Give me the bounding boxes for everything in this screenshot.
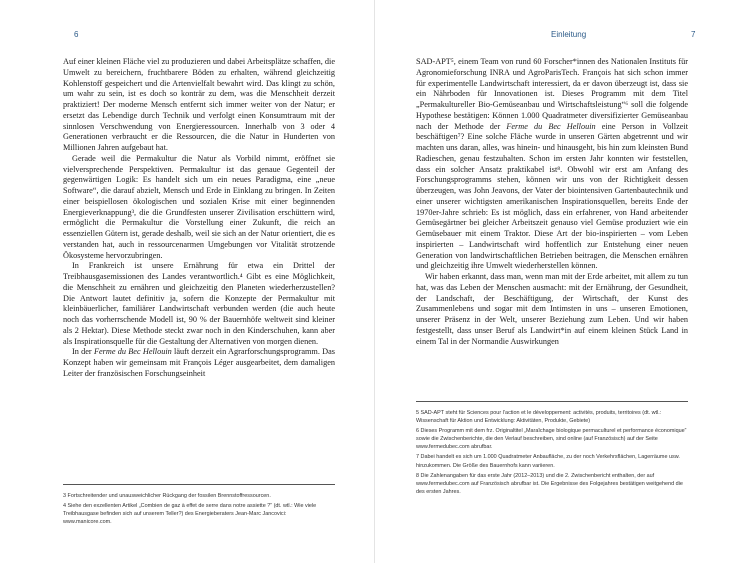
footnotes-right: [416, 409, 688, 498]
paragraph: Wir haben erkannt, dass man, wenn man mit der Erde arbeitet, mit allem zu tun hat, was das Leben der Menschen ausmacht: mit der Ernährung, der Gesundheit, der Landschaft, der Beschäftigung, der Wirtschaft, der Kunst des Zusammenlebens und sogar mit dem Intimsten in uns – unseren Emotionen, unserer Präsenz in der Welt, unserer Beziehung zum Leben. Und wir haben festgestellt, dass unser Beruf als Landwirt*in auf einem kleinen Stück Land in einem Tal in der Normandie Auswirkungen: [416, 272, 688, 346]
paragraph: In Frankreich ist unsere Ernährung für etwa ein Drittel der Treibhausgasemissionen des Landes verantwortlich.⁴ Gibt es eine Möglichkeit, die Menschheit zu ernähren und gleichzeitig den Planeten wiederherzustellen? Die Antwort lautet definitiv ja, sofern die Konzepte der Permakultur mit kleinbäuerlicher, familiärer Landwirtschaft verbunden werden (die auch heute noch das vorherrschende Modell ist, 90 % der Bauernhöfe weltweit sind kleiner als 2 Hektar). Diese Methode steckt zwar noch in den Kinderschuhen, kann aber als Inspirationsquelle für die Gestaltung der Alternativen von morgen dienen.: [63, 261, 335, 346]
italic-farm-name: Ferme du Bec Hellouin: [93, 347, 172, 357]
footnote-rule: [416, 401, 688, 402]
text-run: SAD-APT⁵, einem Team von rund 60 Forscher*innen des Nationalen Instituts für Agronomieforschung INRA und AgroParisTech. François hat sich schon immer für experimentelle Landwirtschaft interessiert, da er davon überzeugt ist, dass sie ein Nährboden für Innovationen ist. Dieses Programm mit dem Titel „Permakultureller Bio-Gemüseanbau und Wirtschaftsleistung“⁶ soll die folgende Hypothese bestätigen: Können 1.000 Quadratmeter diversifizierter Gemüseanbau nach der Methode der: [416, 57, 688, 131]
text-run: In der: [72, 347, 94, 357]
footnotes-left: [63, 492, 335, 528]
running-head: Einleitung: [551, 30, 587, 39]
italic-farm-name: Ferme du Bec Hellouin: [506, 121, 596, 131]
footnote: 3 Fortschreitender und unausweichlicher Rückgang der fossilen Brennstoffressourcen.: [63, 493, 271, 499]
left-page-body: [63, 57, 335, 380]
footnote: 7 Dabei handelt es sich um 1.000 Quadratmeter Anbaufläche, zu der noch Verkehrsflächen, Lagerräume usw. hinzukommen. Die Größe des Bauernhofs kann variieren.: [416, 454, 680, 469]
text-run: eine Person in Vollzeit beschäftigen⁷? Eine solche Fläche wurde in unseren Gärten abgetrennt und wir machten uns daran, alles, was hinein- und hinausgeht, bis hin zum kleinsten Bund Radieschen, genau festzuhalten. Schon im ersten Jahr konnten wir feststellen, dass ein solcher Ansatz praktikabel ist⁸. Obwohl wir erst am Anfang des Forschungsprogramms stehen, können wir uns von der Richtigkeit dessen überzeugen, was John Jeavons, der Vater der biointensiven Gartenbautechnik und einer unserer wichtigsten amerikanischen Inspirationsquellen, bereits Ende der 1970er-Jahre schrieb: Es ist möglich, dass ein erfahrener, von Hand arbeitender Gemüsegärtner bei gleicher Arbeitszeit genauso viel Gemüse produziert wie ein Gemüsebauer mit einem Traktor. Diese Art der bio-inspirierten – vom Leben inspirierten – Landwirtschaft wird hoffentlich zur Entstehung einer neuen Generation von landwirtschaftlichen Betrieben beitragen, die Menschen ernähren und gleichzeitig ihre Umwelt wiederherstellen können.: [416, 121, 688, 271]
paragraph: Auf einer kleinen Fläche viel zu produzieren und dabei Arbeitsplätze schaffen, die Umwelt zu bereichern, fruchtbarere Böden zu erhalten, während gleichzeitig Kohlenstoff gespeichert und die Artenvielfalt bewahrt wird. Das klingt zu schön, um wahr zu sein, ist es doch so konträr zu dem, was die Menschheit derzeit praktiziert! Der moderne Mensch entfernt sich immer weiter von der Natur; er ersetzt das Lebendige durch Technik und verfolgt einen Konsumtraum mit der sinnlosen Verschwendung von Energieressourcen. Innerhalb von 3 oder 4 Generationen verbraucht er die Ressourcen, die die Natur in Hunderten von Millionen Jahren aufgebaut hat.: [63, 57, 335, 152]
footnote: 4 Siehe den exzellenten Artikel „Combien de gaz à effet de serre dans notre assiette ?“ (dt. wtl.: Wie viele Treibhausgase befinden sich auf unserem Teller?) des Energieberaters Jean-Marc Jancovici: www.manicore.com.: [63, 503, 317, 526]
paragraph: Gerade weil die Permakultur die Natur als Vorbild nimmt, eröffnet sie vielversprechende Perspektiven. Permakultur ist das genaue Gegenteil der gegenwärtigen Logik: Es handelt sich um ein neues Paradigma, eine „neue Software“, die darauf abzielt, Mensch und Erde in Einklang zu bringen. In Zeiten einer beispiellosen ökologischen und sozialen Krise mit einer beginnenden Energieverknappung³, die die Grundfesten unserer Zivilisation erschüttern wird, ermöglicht die Permakultur die Vorstellung einer Zukunft, die reich an essenziellen Gütern ist, gerade deshalb, weil sie sich an der Natur orientiert, die es verstanden hat, auch in ressourcenarmen Umgebungen vor Vitalität strotzende Ökosysteme hervorzubringen.: [63, 153, 335, 260]
footnote: 8 Die Zahlenangaben für das erste Jahr (2012–2013) und die 2. Zwischenbericht enthalten, der auf www.fermedubec.com auf Französisch abrufbar ist. Die Ergebnisse des Folgejahres bestätigen weitgehend die des ersten Jahres.: [416, 472, 683, 495]
footnote-rule: [63, 484, 335, 485]
right-page: [375, 0, 750, 563]
text-run: läuft derzeit ein Agrarforschungsprogramm. Das Konzept haben wir gemeinsam mit François Léger ausgearbeitet, dem damaligen Leiter der französischen Forschungseinheit: [63, 347, 336, 378]
paragraph: [63, 347, 335, 379]
page-number-right: 7: [691, 30, 696, 39]
footnote: 5 SAD-APT steht für Sciences pour l’action et le développement: activités, produits, territoires (dt. wtl.: Wissenschaft für Aktion und Entwicklung: Aktivitäten, Produkte, Gebiete): [416, 410, 662, 425]
paragraph: [416, 57, 688, 272]
page-number-left: 6: [74, 30, 79, 39]
right-page-body: [416, 57, 688, 347]
footnote: 6 Dieses Programm mit dem frz. Originaltitel „Maraîchage biologique permaculturel et performance économique“ sowie die Zwischenberichte, die den Verlauf beschreiben, sind online (auf Französisch) auf der Seite www.fermedubec.com abrufbar.: [416, 428, 687, 451]
